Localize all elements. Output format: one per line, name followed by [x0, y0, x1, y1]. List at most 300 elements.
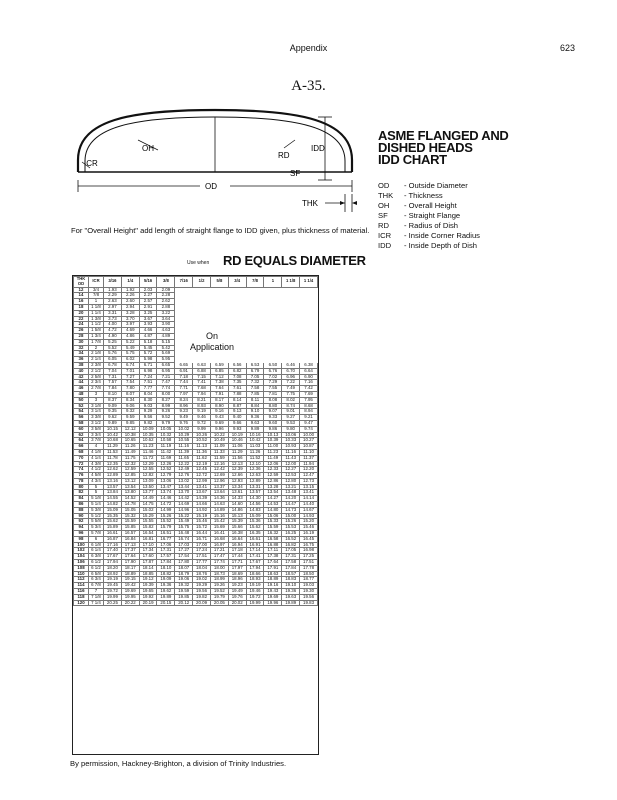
cell-idd: 19.69: [121, 589, 139, 595]
cell-idd: 16.87: [104, 536, 122, 542]
cell-idd: 6.53: [246, 362, 264, 368]
cell-idd: 7.18: [175, 374, 193, 380]
cell-idd: 18.20: [104, 565, 122, 571]
legend-abbr: SF: [378, 211, 388, 220]
cell-idd: 17.10: [139, 542, 157, 548]
cell-od: 104: [74, 554, 89, 560]
cell-idd: 16.44: [193, 531, 211, 537]
cell-idd: 17.44: [228, 554, 246, 560]
cell-idd: 7.01: [121, 368, 139, 374]
cell-idd: 11.49: [264, 455, 282, 461]
cell-idd: 12.82: [139, 473, 157, 479]
cell-icr: 6 1/2: [89, 565, 104, 571]
cell-idd: 13.34: [228, 484, 246, 490]
cell-od: 80: [74, 484, 89, 490]
cell-idd: 3.64: [157, 316, 175, 322]
cell-idd: 19.36: [282, 589, 300, 595]
cell-idd: 9.07: [264, 409, 282, 415]
cell-idd: 9.43: [210, 415, 228, 421]
cell-od: 74: [74, 467, 89, 473]
cell-idd: 20.22: [121, 600, 139, 606]
cell-idd: 14.42: [175, 496, 193, 502]
header-thk-col: 1/4: [121, 277, 139, 288]
cell-idd: 7.68: [193, 386, 211, 392]
cell-idd: 12.19: [193, 461, 211, 467]
cell-idd: 19.10: [282, 583, 300, 589]
cell-idd: 19.62: [157, 589, 175, 595]
cell-idd: 10.62: [139, 438, 157, 444]
cell-icr: 4 5/8: [89, 473, 104, 479]
cell-idd: 12.36: [246, 467, 264, 473]
cell-idd: 13.48: [282, 490, 300, 496]
cell-idd: 19.72: [246, 594, 264, 600]
cell-idd: 6.59: [210, 362, 228, 368]
cell-idd: 17.27: [175, 548, 193, 554]
cell-idd: 11.52: [246, 455, 264, 461]
cell-idd: 20.05: [210, 600, 228, 606]
cell-idd: 10.29: [175, 432, 193, 438]
cell-idd: 7.16: [300, 380, 318, 386]
cell-od: 90: [74, 513, 89, 519]
cell-od: 12: [74, 287, 89, 293]
cell-idd: 9.85: [121, 420, 139, 426]
cell-idd: 10.16: [246, 432, 264, 438]
cell-idd: 6.95: [157, 368, 175, 374]
cell-idd: 16.68: [210, 536, 228, 542]
cell-idd: 7.02: [264, 374, 282, 380]
cell-idd: 13.41: [193, 484, 211, 490]
cell-idd: 14.66: [193, 502, 211, 508]
legend-abbr: IDD: [378, 241, 392, 250]
cell-idd: 7.32: [246, 380, 264, 386]
cell-idd: 19.72: [104, 589, 122, 595]
cell-idd: 3.31: [104, 310, 122, 316]
cell-idd: 13.74: [157, 490, 175, 496]
cell-icr: 3 3/8: [89, 415, 104, 421]
cell-idd: 7.81: [264, 391, 282, 397]
cell-idd: 9.03: [139, 403, 157, 409]
cell-idd: 14.99: [157, 507, 175, 513]
cell-idd: 8.07: [121, 391, 139, 397]
cell-idd: 15.85: [121, 525, 139, 531]
cell-od: 106: [74, 560, 89, 566]
title-line: ASME FLANGED AND: [378, 128, 509, 143]
cell-idd: 15.22: [175, 513, 193, 519]
cell-idd: 15.29: [139, 513, 157, 519]
cell-idd: 15.62: [104, 519, 122, 525]
cell-idd: 16.64: [228, 536, 246, 542]
header-thk: THK: [76, 276, 86, 281]
cell-idd: 12.26: [157, 461, 175, 467]
note-line: Application: [190, 342, 235, 352]
cell-icr: 3/4: [89, 287, 104, 293]
cell-idd: 8.14: [228, 397, 246, 403]
on-application-note: [190, 331, 234, 353]
cell-idd: 16.82: [282, 542, 300, 548]
cell-idd: 6.46: [282, 362, 300, 368]
cell-idd: 10.06: [282, 432, 300, 438]
cell-idd: 10.19: [228, 432, 246, 438]
cell-icr: 3 1/2: [89, 420, 104, 426]
cell-idd: 12.59: [264, 473, 282, 479]
abbreviation-legend: [378, 181, 480, 251]
cell-idd: 16.74: [175, 536, 193, 542]
cell-idd: 14.56: [246, 502, 264, 508]
cell-idd: 13.54: [121, 484, 139, 490]
page-header-section: Appendix: [289, 43, 328, 53]
cell-od: 72: [74, 461, 89, 467]
cell-icr: 1: [89, 299, 104, 305]
cell-idd: 19.63: [282, 594, 300, 600]
cell-idd: 9.60: [264, 420, 282, 426]
cell-idd: 9.27: [282, 415, 300, 421]
cell-idd: 10.33: [282, 438, 300, 444]
cell-idd: 17.74: [210, 560, 228, 566]
cell-idd: 11.62: [193, 455, 211, 461]
cell-idd: 18.96: [228, 577, 246, 583]
cell-idd: 14.30: [246, 496, 264, 502]
cell-od: 40: [74, 368, 89, 374]
cell-idd: 13.02: [175, 478, 193, 484]
label-thk: THK: [302, 199, 318, 208]
cell-idd: 14.72: [157, 502, 175, 508]
cell-idd: 6.76: [264, 368, 282, 374]
header-thk-col: 7/8: [246, 277, 264, 288]
cell-idd: 7.35: [228, 380, 246, 386]
cell-icr: 2 1/2: [89, 368, 104, 374]
cell-idd: 13.31: [246, 484, 264, 490]
cell-idd: 13.67: [193, 490, 211, 496]
cell-idd: 12.52: [157, 467, 175, 473]
cell-idd: 8.21: [193, 397, 211, 403]
cell-idd: 11.16: [175, 444, 193, 450]
cell-idd: 12.79: [157, 473, 175, 479]
cell-idd: 11.43: [282, 455, 300, 461]
cell-idd: 16.38: [228, 531, 246, 537]
cell-idd: 2.88: [157, 304, 175, 310]
cell-idd: 16.84: [121, 536, 139, 542]
cell-idd: 8.00: [157, 391, 175, 397]
cell-idd: 6.85: [210, 368, 228, 374]
cell-idd: 5.15: [157, 339, 175, 345]
cell-idd: 13.77: [139, 490, 157, 496]
cell-icr: 7: [89, 589, 104, 595]
legend-desc: - Radius of Dish: [404, 221, 459, 230]
cell-idd: 2.60: [121, 299, 139, 305]
cell-idd: 18.10: [157, 565, 175, 571]
cell-idd: 12.42: [210, 467, 228, 473]
cell-idd: 11.13: [193, 444, 211, 450]
cell-idd: 5.49: [121, 345, 139, 351]
cell-icr: 4 1/4: [89, 455, 104, 461]
cell-idd: 12.80: [282, 478, 300, 484]
cell-idd: 17.05: [282, 548, 300, 554]
cell-icr: 5: [89, 484, 104, 490]
cell-idd: 6.64: [300, 368, 318, 374]
cell-idd: 9.82: [139, 420, 157, 426]
table-title: RD EQUALS DIAMETER: [223, 253, 366, 268]
cell-idd: 6.02: [121, 357, 139, 363]
header-thk-col: 1/2: [193, 277, 211, 288]
cell-od: 120: [74, 600, 89, 606]
legend-desc: - Inside Depth of Dish: [404, 241, 478, 250]
legend-desc: - Straight Flange: [404, 211, 461, 220]
cell-idd: 6.56: [228, 362, 246, 368]
cell-idd: 12.55: [139, 467, 157, 473]
cell-idd: 16.75: [300, 542, 318, 548]
cell-idd: 9.99: [193, 426, 211, 432]
cell-idd: 4.69: [121, 328, 139, 334]
cell-idd: 9.52: [157, 415, 175, 421]
cell-icr: 2 1/8: [89, 351, 104, 357]
title-line: DISHED HEADS: [378, 140, 473, 155]
cell-idd: 13.28: [264, 484, 282, 490]
cell-idd: 13.16: [104, 478, 122, 484]
cell-idd: 12.53: [282, 473, 300, 479]
cell-idd: 19.45: [104, 583, 122, 589]
cell-idd: 3.22: [157, 310, 175, 316]
cell-idd: 7.05: [246, 374, 264, 380]
cell-icr: 6 3/4: [89, 577, 104, 583]
cell-icr: 4: [89, 444, 104, 450]
cell-idd: 12.16: [210, 461, 228, 467]
cell-od: 22: [74, 316, 89, 322]
cell-idd: 2.27: [139, 293, 157, 299]
cell-idd: 8.02: [282, 397, 300, 403]
cell-idd: 4.63: [157, 328, 175, 334]
legend-abbr: RD: [378, 221, 389, 230]
cell-idd: 11.46: [139, 449, 157, 455]
cell-idd: 13.12: [121, 478, 139, 484]
cell-idd: 10.15: [104, 426, 122, 432]
cell-idd: 2.26: [121, 293, 139, 299]
cell-idd: 17.94: [246, 565, 264, 571]
cell-icr: 7 1/4: [89, 600, 104, 606]
cell-idd: 7.61: [228, 386, 246, 392]
cell-idd: 17.51: [193, 554, 211, 560]
cell-idd: 8.90: [210, 403, 228, 409]
cell-od: 82: [74, 490, 89, 496]
cell-idd: 17.90: [121, 560, 139, 566]
cell-idd: 19.19: [104, 577, 122, 583]
cell-idd: 19.26: [210, 583, 228, 589]
cell-idd: 17.51: [300, 560, 318, 566]
cell-idd: 17.11: [264, 548, 282, 554]
cell-idd: 17.38: [264, 554, 282, 560]
cell-idd: 19.52: [210, 589, 228, 595]
cell-idd: 7.47: [157, 380, 175, 386]
cell-idd: 18.93: [246, 577, 264, 583]
cell-idd: 4.87: [139, 333, 157, 339]
cell-icr: 2 5/8: [89, 374, 104, 380]
cell-idd: 9.72: [193, 420, 211, 426]
cell-idd: 19.03: [300, 583, 318, 589]
legend-abbr: ICR: [378, 231, 392, 240]
cell-idd: 11.49: [121, 449, 139, 455]
cell-idd: 7.38: [210, 380, 228, 386]
cell-idd: 4.66: [139, 328, 157, 334]
cell-idd: 17.64: [264, 560, 282, 566]
cell-icr: 6 1/4: [89, 548, 104, 554]
legend-row: [378, 191, 480, 201]
cell-idd: 11.59: [210, 455, 228, 461]
cell-idd: 11.23: [264, 449, 282, 455]
cell-od: 66: [74, 444, 89, 450]
cell-idd: 9.33: [264, 415, 282, 421]
cell-idd: 17.64: [121, 554, 139, 560]
cell-idd: 10.09: [139, 426, 157, 432]
cell-idd: 11.65: [175, 455, 193, 461]
cell-idd: 17.54: [175, 554, 193, 560]
cell-idd: 10.58: [157, 438, 175, 444]
cell-idd: 9.66: [228, 420, 246, 426]
cell-idd: 2.09: [157, 287, 175, 293]
cell-idd: 7.55: [264, 386, 282, 392]
cell-idd: 9.79: [157, 420, 175, 426]
cell-idd: 9.40: [228, 415, 246, 421]
cell-idd: 19.42: [121, 583, 139, 589]
cell-idd: 15.46: [300, 525, 318, 531]
cell-idd: 18.63: [264, 571, 282, 577]
label-icr: ICR: [84, 159, 98, 168]
cell-idd: 19.30: [300, 589, 318, 595]
cell-idd: 2.28: [157, 293, 175, 299]
cell-idd: 10.32: [157, 432, 175, 438]
cell-idd: 19.49: [228, 589, 246, 595]
cell-od: 28: [74, 333, 89, 339]
cell-idd: 19.95: [121, 594, 139, 600]
legend-row: [378, 201, 480, 211]
cell-idd: 5.45: [139, 345, 157, 351]
cell-idd: 18.73: [210, 571, 228, 577]
chart-title: [378, 130, 578, 166]
legend-row: [378, 211, 480, 221]
legend-abbr: THK: [378, 191, 394, 200]
cell-idd: 14.96: [175, 507, 193, 513]
cell-idd: 5.22: [121, 339, 139, 345]
cell-idd: 16.54: [139, 531, 157, 537]
cell-idd: 14.92: [193, 507, 211, 513]
cell-idd: 17.40: [104, 548, 122, 554]
cell-od: 48: [74, 391, 89, 397]
cell-od: 92: [74, 519, 89, 525]
cell-idd: 2.63: [104, 299, 122, 305]
cell-idd: 15.35: [104, 513, 122, 519]
cell-idd: 9.89: [104, 420, 122, 426]
cell-idd: 12.39: [228, 467, 246, 473]
cell-idd: 10.13: [264, 432, 282, 438]
cell-idd: 11.26: [121, 444, 139, 450]
cell-idd: 20.15: [157, 600, 175, 606]
cell-idd: 5.95: [157, 357, 175, 363]
legend-row: [378, 221, 480, 231]
cell-idd: 12.63: [246, 473, 264, 479]
cell-idd: 15.55: [139, 519, 157, 525]
cell-idd: 14.60: [228, 502, 246, 508]
cell-idd: 9.19: [193, 409, 211, 415]
cell-idd: 4.86: [121, 333, 139, 339]
cell-icr: 3: [89, 397, 104, 403]
cell-idd: 14.39: [193, 496, 211, 502]
cell-od: 116: [74, 589, 89, 595]
cell-od: 52: [74, 403, 89, 409]
cell-idd: 12.12: [121, 426, 139, 432]
cell-idd: 8.08: [264, 397, 282, 403]
cell-od: 26: [74, 328, 89, 334]
cell-idd: 6.88: [193, 368, 211, 374]
cell-idd: 16.19: [300, 531, 318, 537]
cell-idd: 7.80: [121, 386, 139, 392]
cell-idd: 15.36: [246, 519, 264, 525]
cell-idd: 15.89: [104, 525, 122, 531]
cell-idd: 19.12: [139, 577, 157, 583]
cell-idd: 6.79: [246, 368, 264, 374]
cell-idd: 9.53: [282, 420, 300, 426]
cell-idd: 18.85: [139, 571, 157, 577]
cell-icr: 6 1/8: [89, 542, 104, 548]
cell-idd: 5.76: [104, 351, 122, 357]
cell-idd: 3.70: [121, 316, 139, 322]
cell-idd: 10.22: [210, 432, 228, 438]
cell-idd: 19.65: [139, 589, 157, 595]
cell-idd: 9.36: [246, 415, 264, 421]
cell-icr: 2: [89, 345, 104, 351]
cell-idd: 16.57: [121, 531, 139, 537]
cell-idd: 18.04: [193, 565, 211, 571]
cell-idd: 16.51: [157, 531, 175, 537]
cell-idd: 9.13: [228, 409, 246, 415]
cell-idd: 11.26: [246, 449, 264, 455]
header-thk-col: 3/4: [228, 277, 246, 288]
cell-idd: 9.59: [121, 415, 139, 421]
cell-idd: 10.05: [157, 426, 175, 432]
cell-idd: 17.67: [246, 560, 264, 566]
cell-idd: 15.75: [175, 525, 193, 531]
cell-idd: 7.91: [210, 391, 228, 397]
cell-idd: 5.42: [157, 345, 175, 351]
cell-idd: 17.41: [246, 554, 264, 560]
legend-abbr: OD: [378, 181, 390, 190]
cell-icr: 3: [89, 391, 104, 397]
cell-icr: 5: [89, 490, 104, 496]
cell-idd: 19.29: [193, 583, 211, 589]
cell-idd: 16.58: [264, 536, 282, 542]
cell-idd: 6.05: [104, 357, 122, 363]
cell-idd: 18.82: [157, 571, 175, 577]
cell-idd: 3.28: [121, 310, 139, 316]
cell-idd: 12.29: [139, 461, 157, 467]
cell-idd: 7.51: [139, 380, 157, 386]
cell-idd: 16.61: [104, 531, 122, 537]
cell-idd: 13.57: [104, 484, 122, 490]
cell-idd: 16.81: [139, 536, 157, 542]
cell-idd: 14.67: [300, 507, 318, 513]
cell-icr: 2 3/4: [89, 380, 104, 386]
cell-idd: 9.56: [139, 415, 157, 421]
cell-idd: 8.74: [282, 403, 300, 409]
table-header-row: [74, 277, 318, 288]
cell-idd: 15.33: [264, 519, 282, 525]
cell-icr: 7/8: [89, 293, 104, 299]
cell-idd: 5.25: [104, 339, 122, 345]
cell-icr: 6 1/2: [89, 560, 104, 566]
cell-idd: 6.70: [282, 368, 300, 374]
cell-idd: 9.76: [175, 420, 193, 426]
cell-idd: 16.41: [210, 531, 228, 537]
cell-idd: 2.57: [139, 299, 157, 305]
cell-idd: 14.46: [157, 496, 175, 502]
cell-idd: 15.00: [282, 513, 300, 519]
